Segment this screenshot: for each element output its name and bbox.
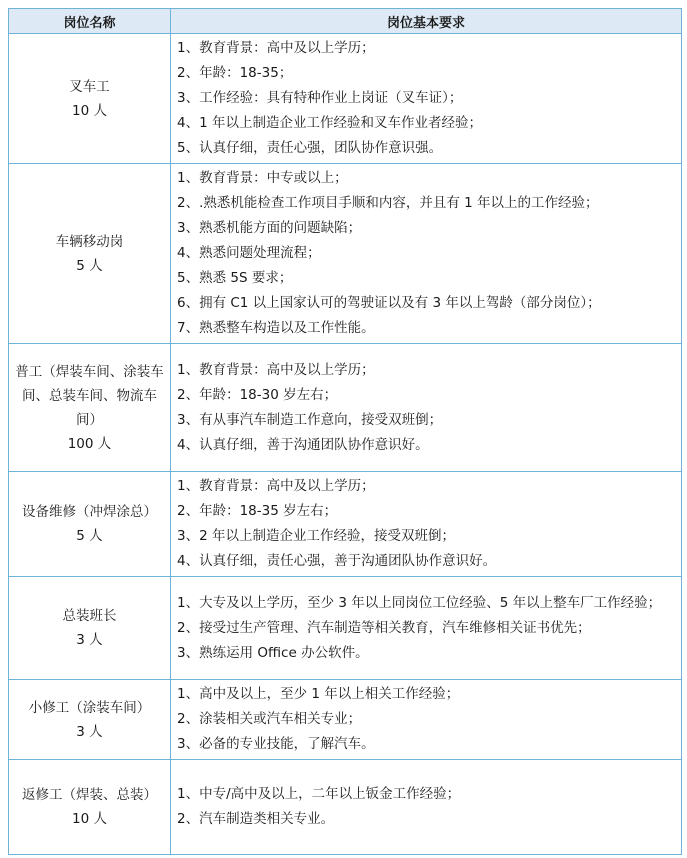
header-position-name: 岗位名称: [9, 9, 171, 34]
position-title: 设备维修（冲焊涂总）: [22, 504, 157, 520]
headcount: 3 人: [76, 632, 103, 648]
requirement-item: 1、中专/高中及以上，二年以上钣金工作经验；: [177, 786, 461, 802]
requirement-item: 3、有从事汽车制造工作意向，接受双班倒；: [177, 411, 443, 428]
table-row: [9, 760, 682, 855]
position-title: 总装班长: [62, 608, 117, 624]
requirement-item: 4、1 年以上制造企业工作经验和叉车作业者经验；: [177, 115, 482, 131]
header-row: [9, 9, 682, 34]
requirements-cell: [171, 34, 682, 164]
requirements-cell: [171, 344, 682, 472]
table-row: [9, 680, 682, 760]
requirement-item: 7、熟悉整车构造以及工作性能。: [177, 320, 375, 336]
requirements-cell: [171, 472, 682, 577]
requirements-cell: [171, 680, 682, 760]
position-title: 返修工（焊装、总装）: [22, 787, 157, 803]
position-title: 普工（焊装车间、涂装车间、总装车间、物流车间）: [15, 363, 164, 428]
position-cell: [9, 344, 171, 472]
requirement-item: 3、熟悉机能方面的问题缺陷；: [177, 220, 362, 236]
table-row: [9, 344, 682, 472]
requirement-item: 5、认真仔细，责任心强，团队协作意识强。: [177, 140, 443, 156]
requirement-item: 6、拥有 C1 以上国家认可的驾驶证以及有 3 年以上驾龄（部分岗位）；: [177, 295, 601, 311]
requirement-item: 4、认真仔细，责任心强，善于沟通团队协作意识好。: [177, 553, 497, 569]
position-cell: [9, 164, 171, 344]
requirements-cell: [171, 760, 682, 855]
position-title: 叉车工: [69, 78, 110, 95]
header-requirements: 岗位基本要求: [171, 9, 682, 34]
requirement-item: 3、2 年以上制造企业工作经验，接受双班倒；: [177, 528, 455, 544]
headcount: 10 人: [72, 102, 107, 119]
headcount: 5 人: [76, 528, 103, 544]
position-cell: [9, 34, 171, 164]
headcount: 3 人: [76, 723, 103, 740]
requirement-item: 1、教育背景：高中及以上学历；: [177, 478, 375, 494]
requirement-item: 1、高中及以上，至少 1 年以上相关工作经验；: [177, 686, 460, 702]
position-cell: [9, 577, 171, 680]
requirement-item: 3、工作经验：具有特种作业上岗证（叉车证）；: [177, 90, 463, 106]
position-cell: [9, 680, 171, 760]
requirement-item: 2、年龄：18-35；: [177, 65, 293, 81]
requirement-item: 2、涂装相关或汽车相关专业；: [177, 711, 362, 727]
position-title: 车辆移动岗: [55, 233, 124, 250]
requirement-item: 2、汽车制造类相关专业。: [177, 811, 335, 827]
position-cell: [9, 760, 171, 855]
position-cell: [9, 472, 171, 577]
headcount: 5 人: [76, 257, 103, 274]
requirement-item: 1、大专及以上学历，至少 3 年以上同岗位工位经验、5 年以上整车厂工作经验；: [177, 594, 662, 611]
requirement-item: 4、认真仔细，善于沟通团队协作意识好。: [177, 436, 429, 453]
table-row: [9, 577, 682, 680]
requirement-item: 5、熟悉 5S 要求；: [177, 270, 293, 286]
headcount: 10 人: [72, 811, 107, 827]
requirement-item: 3、必备的专业技能，了解汽车。: [177, 736, 375, 752]
requirement-item: 2、年龄：18-30 岁左右；: [177, 386, 338, 403]
requirement-item: 1、教育背景：中专或以上；: [177, 170, 348, 186]
requirement-item: 3、熟练运用 Office 办公软件。: [177, 644, 369, 661]
requirement-item: 2、接受过生产管理、汽车制造等相关教育，汽车维修相关证书优先；: [177, 619, 591, 636]
headcount: 100 人: [67, 435, 112, 452]
requirement-item: 1、教育背景：高中及以上学历；: [177, 40, 375, 56]
table-row: [9, 34, 682, 164]
job-requirements-table: [8, 8, 682, 855]
requirement-item: 2、.熟悉机能检查工作项目手顺和内容，并且有 1 年以上的工作经验；: [177, 195, 599, 211]
requirement-item: 2、年龄：18-35 岁左右；: [177, 503, 338, 519]
position-title: 小修工（涂装车间）: [28, 699, 151, 716]
requirement-item: 4、熟悉问题处理流程；: [177, 245, 321, 261]
table-row: [9, 472, 682, 577]
table-row: [9, 164, 682, 344]
requirements-cell: [171, 577, 682, 680]
requirement-item: 1、教育背景：高中及以上学历；: [177, 361, 375, 378]
requirements-cell: [171, 164, 682, 344]
